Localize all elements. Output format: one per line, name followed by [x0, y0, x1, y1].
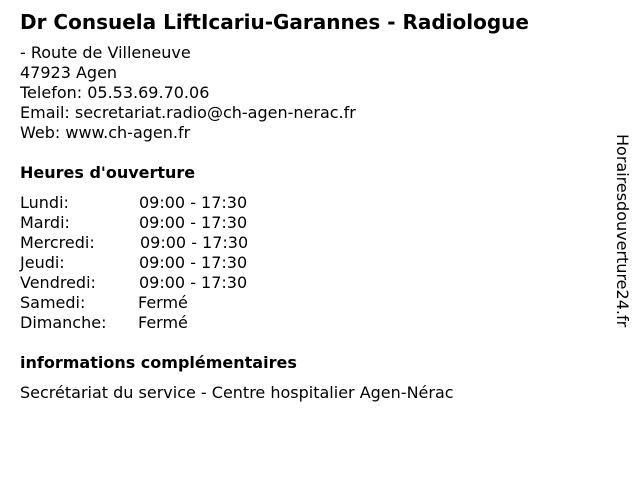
page-title: Dr Consuela LiftIcariu-Garannes - Radiologue [20, 10, 529, 34]
hours-day: Lundi: [20, 193, 69, 212]
hours-day: Mercredi: [20, 233, 95, 252]
hours-time: 09:00 - 17:30 [139, 213, 248, 232]
postal-city: 47923 Agen [20, 63, 118, 82]
hours-heading: Heures d'ouverture [20, 163, 196, 182]
contact-block [20, 43, 356, 143]
hours-day: Samedi: [20, 293, 86, 312]
hours-day: Dimanche: [20, 313, 107, 332]
hours-time: 09:00 - 17:30 [139, 253, 248, 272]
hours-time: Fermé [138, 313, 188, 332]
email-address: Email: secretariat.radio@ch-agen-nerac.fr [20, 103, 356, 122]
street-address: - Route de Villeneuve [20, 43, 191, 62]
hours-day: Mardi: [20, 213, 70, 232]
hours-time: 09:00 - 17:30 [139, 193, 248, 212]
hours-time: Fermé [138, 293, 188, 312]
info-heading: informations complémentaires [20, 353, 297, 372]
hours-time: 09:00 - 17:30 [139, 273, 248, 292]
website: Web: www.ch-agen.fr [20, 123, 191, 142]
hours-day: Vendredi: [20, 273, 96, 292]
watermark-text: Horairesdouverture24.fr [613, 134, 632, 328]
hours-time: 09:00 - 17:30 [140, 233, 249, 252]
hours-day: Jeudi: [20, 253, 65, 272]
info-text: Secrétariat du service - Centre hospitalier Agen-Nérac [20, 383, 454, 402]
phone-number: Telefon: 05.53.69.70.06 [20, 83, 210, 102]
